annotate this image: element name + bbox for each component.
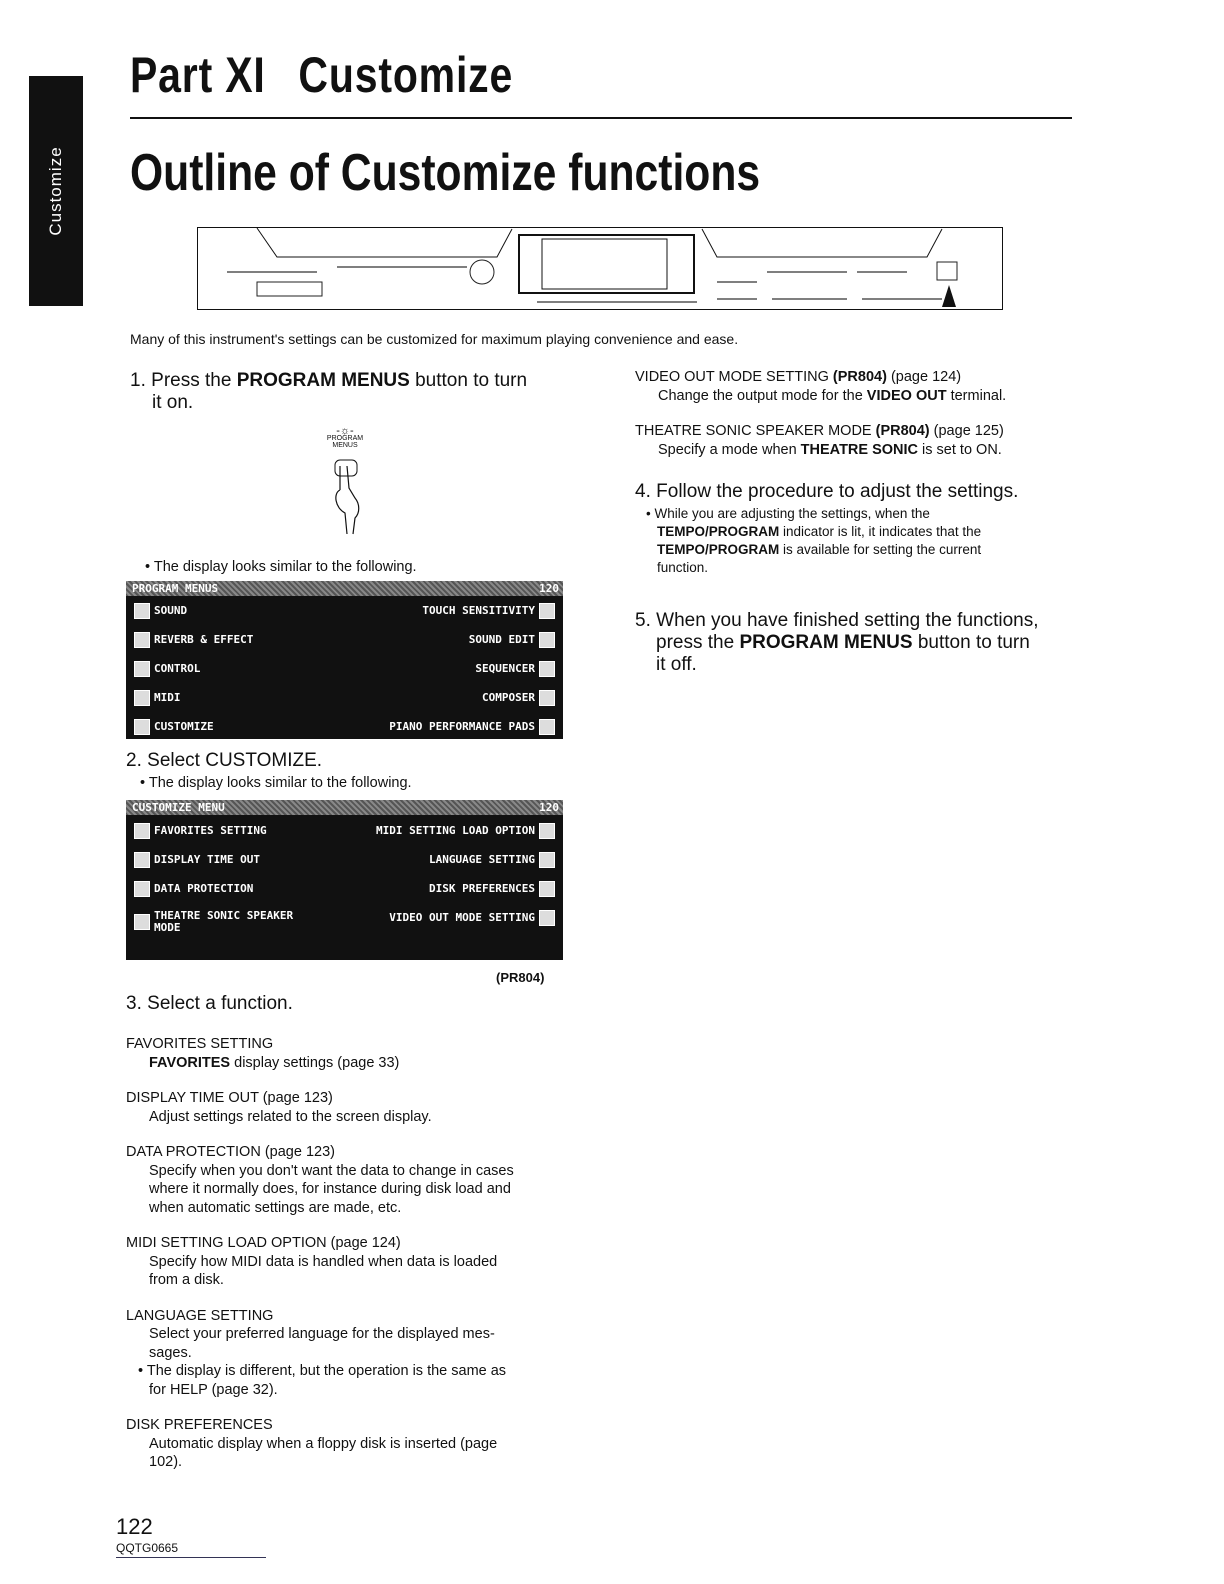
data-protection-icon (134, 881, 150, 897)
display-time-out-heading: DISPLAY TIME OUT (page 123) (126, 1090, 333, 1106)
theatre-sonic-icon (134, 914, 150, 930)
side-tab: Customize (29, 76, 83, 306)
theatre-sonic-heading: THEATRE SONIC SPEAKER MODE (PR804) (page 125) (635, 423, 1004, 439)
reverb-effect-icon (134, 632, 150, 648)
language-heading: LANGUAGE SETTING (126, 1307, 274, 1324)
screen-page: 120 (539, 582, 559, 595)
screen-page: 120 (539, 801, 559, 814)
heading-rule (130, 117, 1072, 119)
piano-pads-icon (539, 719, 555, 735)
section-title: Outline of Customize functions (130, 144, 761, 202)
step-2: 2. Select CUSTOMIZE. (126, 750, 323, 771)
note-2: • The display looks similar to the following. (140, 775, 412, 791)
screen-title: PROGRAM MENUS (132, 582, 219, 595)
program-menus-button-caption: -☼- PROGRAM MENUS (326, 425, 364, 449)
composer-icon (539, 690, 555, 706)
favorites-icon (134, 823, 150, 839)
sound-icon (134, 603, 150, 619)
function-list: FAVORITES SETTING FAVORITES display settings (page 33) DISPLAY TIME OUT (page 123) Adjust settings related to the screen display. DATA PROTECTION (page 123) Specify when you don't want the data to change in cases where it normally does, for instance during disk load and when automatic settings are made, etc. MIDI SETTING LOAD OPTION (page 124) Specify how MIDI data is handled when data is loaded from a disk. LANGUAGE SETTING Select your preferred language for the displayed mes- sages. • The display is different, but the operation is the same as for HELP (page 32). DISK PREFERENCES Automatic display when a floppy disk is inserted (page 102). (126, 1035, 576, 1472)
screen-title: CUSTOMIZE MENU (132, 801, 225, 814)
disk-preferences-heading: DISK PREFERENCES (126, 1417, 273, 1433)
video-out-heading: VIDEO OUT MODE SETTING (PR804) (page 124) (635, 369, 962, 385)
step-5: 5. When you have finished setting the functions, press the PROGRAM MENUS button to turn it off. (635, 610, 1039, 675)
step-3: 3. Select a function. (126, 993, 293, 1014)
customize-menu-screen: CUSTOMIZE MENU 120 FAVORITES SETTING MIDI SETTING LOAD OPTION DISPLAY TIME OUT LANGUAGE SETTING DATA PROTECTION DISK PREFERENCES THEATRE SONIC SPEAKER MODE VIDEO OUT MODE SETTING (126, 800, 563, 960)
step-1: 1. Press the PROGRAM MENUS button to turn it on. (130, 370, 528, 413)
page-number: 122 (116, 1514, 153, 1539)
control-panel-illustration (197, 227, 1003, 310)
sound-edit-icon (539, 632, 555, 648)
control-icon (134, 661, 150, 677)
intro-text: Many of this instrument's settings can be customized for maximum playing convenience and ease. (130, 331, 739, 347)
program-menus-screen: PROGRAM MENUS 120 SOUND TOUCH SENSITIVITY REVERB & EFFECT SOUND EDIT CONTROL SEQUENCER MIDI COMPOSER CUSTOMIZE PIANO PERFORMANCE PADS (126, 581, 563, 739)
finger-press-icon (325, 458, 375, 538)
customize-icon (134, 719, 150, 735)
model-note: (PR804) (496, 970, 545, 985)
note-1: • The display looks similar to the following. (145, 559, 417, 575)
step-4: 4. Follow the procedure to adjust the settings. (635, 481, 1019, 502)
footer-rule (116, 1557, 266, 1558)
data-protection-heading: DATA PROTECTION (page 123) (126, 1144, 335, 1160)
favorites-heading: FAVORITES SETTING (126, 1036, 274, 1052)
language-icon (539, 852, 555, 868)
midi-load-heading: MIDI SETTING LOAD OPTION (page 124) (126, 1235, 401, 1251)
midi-load-icon (539, 823, 555, 839)
step-4-note: • While you are adjusting the settings, when the TEMPO/PROGRAM indicator is lit, it indicates that the TEMPO/PROGRAM is available for setting the current function. (646, 506, 982, 575)
touch-sensitivity-icon (539, 603, 555, 619)
video-out-icon (539, 910, 555, 926)
display-time-out-icon (134, 852, 150, 868)
document-code: QQTG0665 (116, 1541, 179, 1555)
part-heading: Part XI Customize (130, 47, 514, 103)
disk-preferences-icon (539, 881, 555, 897)
right-column-functions: VIDEO OUT MODE SETTING (PR804) (page 124) Change the output mode for the VIDEO OUT terminal. THEATRE SONIC SPEAKER MODE (PR804) (page 125) Specify a mode when THEATRE SONIC is set to ON. (635, 368, 1075, 459)
sequencer-icon (539, 661, 555, 677)
midi-icon (134, 690, 150, 706)
